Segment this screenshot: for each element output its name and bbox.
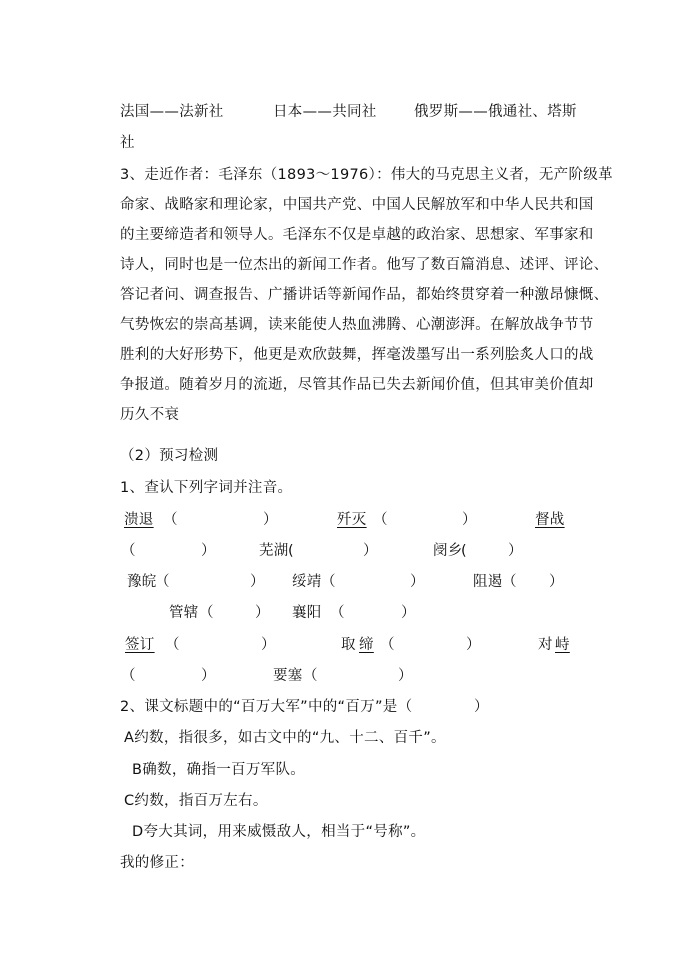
author-line: 争报道。随着岁月的流逝，尽管其作品已失去新闻价值，但其审美价值却 — [120, 377, 594, 393]
answer-paren-close: ） — [474, 699, 489, 715]
pinyin-paren-close: ） — [462, 512, 477, 528]
pinyin-paren-open: （ — [121, 543, 136, 559]
word-kuitui: 溃退 — [124, 512, 154, 528]
word-qudi-second: 缔 — [359, 637, 374, 653]
author-line: 历久不衰 — [120, 407, 180, 423]
agency-japan: 日本——共同社 — [273, 104, 377, 120]
pinyin-paren-open: （ — [330, 605, 345, 621]
word-zue: 阻遏 — [473, 574, 503, 590]
pinyin-paren-open: （ — [373, 512, 388, 528]
author-line: 的主要缔造者和领导人。毛泽东不仅是卓越的政治家、思想家、军事家和 — [120, 227, 594, 243]
agency-russia-continued: 社 — [120, 135, 135, 151]
option-d: D夸大其词，用来威慑敌人，相当于“号称”。 — [132, 824, 426, 840]
pinyin-paren-open: （ — [155, 574, 170, 590]
word-wuhu: 芜湖 — [259, 543, 289, 559]
pinyin-paren-close: ） — [363, 543, 378, 559]
pinyin-paren-open: （ — [303, 668, 318, 684]
pinyin-paren-open: （ — [165, 637, 180, 653]
option-b: B确数，确指一百万军队。 — [132, 762, 306, 778]
option-a: A约数，指很多，如古文中的“九、十二、百千”。 — [124, 730, 446, 746]
pinyin-paren-open: （ — [199, 605, 214, 621]
word-suijing: 绥靖 — [292, 574, 322, 590]
question-1: 1、查认下列字词并注音。 — [120, 480, 293, 496]
pinyin-paren-close: ） — [201, 543, 216, 559]
pinyin-paren-close: ） — [261, 637, 276, 653]
pinyin-paren-close: ） — [250, 574, 265, 590]
pinyin-paren-close: ） — [466, 637, 481, 653]
pinyin-paren-open: ( — [461, 543, 467, 559]
pinyin-paren-close: ） — [410, 574, 425, 590]
question-2: 2、课文标题中的“百万大军”中的“百万”是（ — [120, 699, 413, 715]
pinyin-paren-close: ） — [255, 605, 270, 621]
author-line: 诗人，同时也是一位杰出的新闻工作者。他写了数百篇消息、述评、评论、 — [120, 257, 609, 273]
author-line: 命家、战略家和理论家，中国共产党、中国人民解放军和中华人民共和国 — [120, 197, 594, 213]
author-introduction — [120, 160, 613, 430]
pinyin-paren-close: ） — [549, 574, 564, 590]
word-guanxia: 管辖 — [169, 605, 199, 621]
pinyin-paren-close: ） — [508, 543, 523, 559]
word-xiangyang: 襄阳 — [292, 605, 322, 621]
word-duizhi-first: 对 — [538, 637, 553, 653]
pinyin-paren-close: ） — [201, 668, 216, 684]
pinyin-paren-close: ） — [398, 668, 413, 684]
pinyin-paren-close: ） — [263, 512, 278, 528]
author-line: 胜利的大好形势下，他更是欢欣鼓舞，挥毫泼墨写出一系列脍炙人口的战 — [120, 347, 594, 363]
word-qudi-first: 取 — [341, 637, 356, 653]
author-line: 3、走近作者：毛泽东（1893～1976）：伟大的马克思主义者，无产阶级革 — [120, 167, 613, 183]
correction-label: 我的修正： — [120, 855, 194, 871]
pinyin-paren-open: （ — [502, 574, 517, 590]
agency-france: 法国——法新社 — [120, 104, 224, 120]
word-duizhi-second: 峙 — [555, 637, 570, 653]
word-yuwan: 豫皖 — [127, 574, 157, 590]
pinyin-paren-open: （ — [163, 512, 178, 528]
word-wenxiang: 阌乡 — [433, 543, 463, 559]
preview-heading: （2）预习检测 — [120, 448, 219, 464]
pinyin-paren-close: ） — [401, 605, 416, 621]
pinyin-paren-open: （ — [321, 574, 336, 590]
word-yaosai: 要塞 — [273, 668, 303, 684]
pinyin-paren-open: （ — [121, 668, 136, 684]
word-qianding: 签订 — [125, 637, 155, 653]
author-line: 气势恢宏的崇高基调，读来能使人热血沸腾、心潮澎湃。在解放战争节节 — [120, 317, 594, 333]
pinyin-paren-open: （ — [380, 637, 395, 653]
option-c: C约数，指百万左右。 — [124, 793, 268, 809]
pinyin-paren-open: ( — [288, 543, 294, 559]
word-jianmie: 歼灭 — [337, 512, 367, 528]
agency-russia: 俄罗斯——俄通社、塔斯 — [414, 104, 577, 120]
author-line: 答记者问、调查报告、广播讲话等新闻作品，都始终贯穿着一种激昂慷慨、 — [120, 287, 609, 303]
word-duzhan: 督战 — [535, 512, 565, 528]
